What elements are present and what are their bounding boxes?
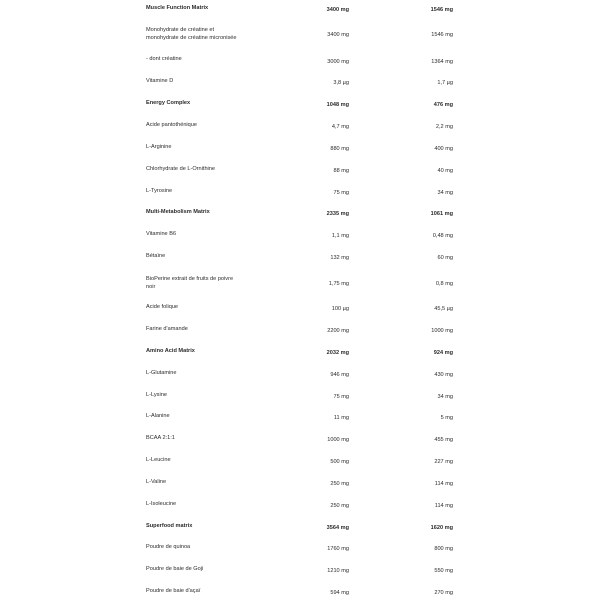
amount-per-dose: 1000 mg [327, 437, 349, 443]
amount-per-100g: 1620 mg [430, 525, 453, 531]
nutrient-name: L-Arginine [146, 144, 172, 150]
amount-per-100g: 400 mg [434, 146, 453, 152]
amount-per-100g: 455 mg [434, 437, 453, 443]
amount-per-100g: 5 mg [440, 415, 453, 421]
nutrient-name: Vitamine D [146, 78, 174, 84]
amount-per-100g: 1,7 µg [437, 80, 453, 86]
amount-per-100g: 0,8 mg [435, 281, 453, 287]
nutrient-name: BioPerine extrait de fruits de poivre noir [146, 276, 234, 290]
nutrient-name: Monohydrate de créatine et monohydrate de créatine micronisée [146, 27, 237, 41]
amount-per-100g: 2,2 mg [435, 124, 453, 130]
amount-per-dose: 1048 mg [326, 102, 349, 108]
nutrient-name: Poudre de baie de Goji [146, 566, 204, 572]
amount-per-100g: 1000 mg [431, 328, 453, 334]
amount-per-100g: 270 mg [434, 590, 453, 596]
amount-per-dose: 946 mg [330, 372, 349, 378]
amount-per-100g: 1546 mg [430, 7, 453, 13]
nutrient-name: Acide folique [146, 304, 179, 310]
amount-per-dose: 11 mg [333, 415, 349, 421]
nutrient-name: - dont créatine [146, 56, 182, 62]
nutrient-name: Poudre de quinoa [146, 544, 191, 550]
amount-per-100g: 550 mg [434, 568, 453, 574]
nutrient-name: Acide pantothénique [146, 122, 198, 128]
amount-per-dose: 88 mg [333, 168, 349, 174]
amount-per-100g: 114 mg [434, 481, 453, 487]
amount-per-dose: 1,1 mg [331, 233, 349, 239]
amount-per-100g: 60 mg [437, 255, 453, 261]
amount-per-dose: 880 mg [330, 146, 349, 152]
nutrient-name: Superfood matrix [146, 523, 193, 529]
amount-per-dose: 500 mg [330, 459, 349, 465]
nutrient-name: Vitamine B6 [146, 231, 177, 237]
amount-per-dose: 1,75 mg [328, 281, 349, 287]
amount-per-100g: 227 mg [434, 459, 453, 465]
amount-per-100g: 0,48 mg [432, 233, 453, 239]
amount-per-100g: 114 mg [434, 503, 453, 509]
amount-per-dose: 1210 mg [327, 568, 349, 574]
nutrient-name: Energy Complex [146, 100, 191, 106]
amount-per-dose: 3400 mg [326, 7, 349, 13]
nutrient-name: Poudre de baie d'açaï [146, 588, 201, 594]
nutrient-name: Farine d'amande [146, 326, 188, 332]
amount-per-dose: 1760 mg [327, 546, 349, 552]
amount-per-dose: 75 mg [333, 394, 349, 400]
amount-per-100g: 430 mg [434, 372, 453, 378]
nutrient-name: Bétaïne [146, 253, 166, 259]
amount-per-dose: 3564 mg [326, 525, 349, 531]
nutrient-name: L-Isoleucine [146, 501, 177, 507]
amount-per-100g: 924 mg [433, 350, 453, 356]
amount-per-dose: 2335 mg [326, 211, 349, 217]
amount-per-dose: 4,7 mg [331, 124, 349, 130]
amount-per-dose: 3,8 µg [333, 80, 349, 86]
amount-per-dose: 250 mg [330, 481, 349, 487]
nutrient-name: Multi-Metabolism Matrix [146, 209, 210, 215]
amount-per-dose: 132 mg [330, 255, 349, 261]
nutrient-name: L-Lysine [146, 392, 167, 398]
nutrient-name: L-Alanine [146, 413, 170, 419]
amount-per-dose: 75 mg [333, 190, 349, 196]
amount-per-100g: 800 mg [434, 546, 453, 552]
nutrient-name: Chlorhydrate de L-Ornithine [146, 166, 216, 172]
amount-per-100g: 40 mg [437, 168, 453, 174]
amount-per-dose: 594 mg [330, 590, 349, 596]
amount-per-100g: 45,5 µg [434, 306, 453, 312]
amount-per-dose: 3400 mg [327, 32, 349, 38]
amount-per-dose: 100 µg [331, 306, 349, 312]
amount-per-dose: 250 mg [330, 503, 349, 509]
amount-per-100g: 34 mg [437, 394, 453, 400]
amount-per-100g: 1546 mg [431, 32, 453, 38]
amount-per-dose: 3000 mg [327, 59, 349, 65]
nutrient-name: Amino Acid Matrix [146, 348, 195, 354]
nutrient-name: L-Glutamine [146, 370, 177, 376]
amount-per-dose: 2200 mg [327, 328, 349, 334]
amount-per-dose: 2032 mg [326, 350, 349, 356]
nutrient-name: L-Valine [146, 479, 167, 485]
amount-per-100g: 34 mg [437, 190, 453, 196]
nutrient-name: L-Leucine [146, 457, 171, 463]
nutrient-name: BCAA 2:1:1 [146, 435, 175, 441]
nutrient-name: L-Tyrosine [146, 188, 173, 194]
nutrient-name: Muscle Function Matrix [146, 5, 209, 11]
amount-per-100g: 1061 mg [430, 211, 453, 217]
amount-per-100g: 476 mg [433, 102, 453, 108]
amount-per-100g: 1364 mg [431, 59, 453, 65]
